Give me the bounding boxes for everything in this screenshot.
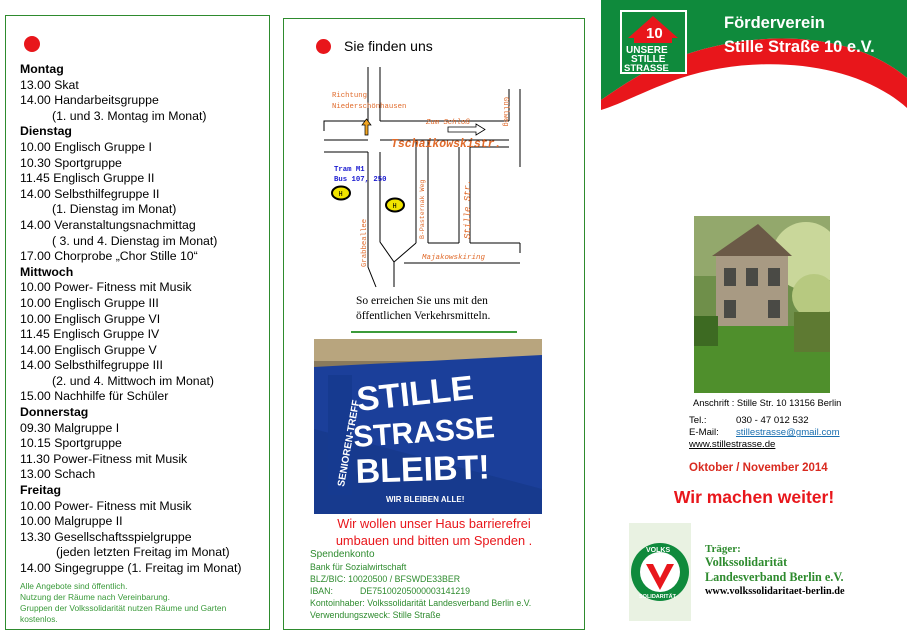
vs-logo-bottom: SOLIDARITÄT: [639, 594, 676, 600]
banner-line-1: STILLE: [354, 368, 476, 419]
day-heading: Montag: [20, 62, 64, 76]
donation-purpose: Verwendungszweck: Stille Straße: [310, 610, 441, 621]
schedule-item: 11.45 Englisch Gruppe IV: [20, 327, 160, 342]
divider: [351, 331, 517, 333]
schedule-note: (1. Dienstag im Monat): [52, 202, 177, 217]
footnote-line: Alle Angebote sind öffentlich.: [20, 580, 128, 591]
donation-appeal: [284, 515, 584, 549]
schedule-item: 10.00 Englisch Gruppe I: [20, 139, 152, 154]
iban-label: IBAN:: [310, 586, 333, 597]
sponsor-url[interactable]: www.volkssolidaritaet-berlin.de: [705, 586, 845, 597]
footnote-line: kostenlos.: [20, 613, 58, 624]
contact-info: [689, 415, 840, 452]
day-heading: Donnerstag: [20, 405, 89, 420]
schedule-item: 10.00 Englisch Gruppe III: [20, 295, 159, 310]
schedule-item: 13.00 Skat: [20, 77, 79, 92]
sponsor-branch: Landesverband Berlin e.V.: [705, 569, 844, 584]
website-link[interactable]: www.stillestrasse.de: [689, 439, 776, 451]
phone-row: [689, 415, 840, 427]
footnote-line: Gruppen der Volkssolidarität nutzen Räume und Garten: [20, 602, 227, 613]
map-label-guellweg: Güllweg: [501, 97, 509, 127]
donation-holder: Kontoinhaber: Volkssolidarität Landesverband Berlin e.V.: [310, 598, 532, 609]
schedule-item: 10.00 Malgruppe II: [20, 514, 123, 529]
directions-heading: [316, 38, 433, 54]
vs-logo-top: VOLKS: [646, 547, 671, 554]
appeal-line: Wir wollen unser Haus barrierefrei: [337, 516, 531, 531]
map-note-line: öffentlichen Verkehrsmitteln.: [356, 310, 491, 322]
map-label-pasternak: B-Pasternak Weg: [419, 179, 426, 239]
appeal-line: umbauen und bitten um Spenden .: [335, 533, 533, 548]
directions-panel: [283, 18, 585, 630]
bus-stop-icon: [332, 187, 350, 200]
schedule-item: 15.00 Nachhilfe für Schüler: [20, 389, 169, 404]
day-heading: Mittwoch: [20, 264, 74, 279]
schedule-item: 14.00 Selbsthilfegruppe III: [20, 358, 163, 373]
schedule-item: 10.00 Englisch Gruppe VI: [20, 311, 161, 326]
email-link[interactable]: stillestrasse@gmail.com: [736, 427, 840, 439]
banner-bottom-text: WIR BLEIBEN ALLE!: [386, 495, 465, 504]
donation-bank: Bank für Sozialwirtschaft: [310, 562, 407, 573]
address: Anschrift : Stille Str. 10 13156 Berlin: [693, 398, 842, 408]
schedule-item: 09.30 Malgruppe I: [20, 420, 120, 435]
day-heading: Dienstag: [20, 124, 72, 139]
banner-photo: [314, 339, 542, 514]
volkssolidaritaet-logo: [628, 522, 692, 622]
logo-line-3: STRASSE: [624, 63, 669, 74]
issue-period: Oktober / November 2014: [689, 462, 828, 474]
sponsor-name: Volkssolidarität: [705, 555, 788, 569]
map-label-bus: Bus 107, 250: [334, 176, 387, 184]
schedule-item: 10.00 Power- Fitness mit Musik: [20, 280, 192, 295]
schedule-item: 10.00 Power- Fitness mit Musik: [20, 498, 192, 513]
directions-title: Sie finden uns: [344, 38, 433, 54]
banner-line-3: BLEIBT!: [354, 448, 491, 491]
map-note: [356, 294, 490, 324]
map-label-tschaikowski: Tschaikowskistr.: [391, 138, 502, 151]
schedule-item: 14.00 Singegruppe (1. Freitag im Monat): [20, 561, 242, 575]
schedule-note: ( 3. und 4. Dienstag im Monat): [52, 233, 218, 248]
schedule-item: 14.00 Selbsthilfegruppe II: [20, 186, 160, 201]
house-photo: [694, 216, 830, 393]
schedule-item: 17.00 Chorprobe „Chor Stille 10“: [20, 249, 198, 264]
footnote-line: Nutzung der Räume nach Vereinbarung.: [20, 591, 170, 602]
schedule-item: 14.00 Handarbeitsgruppe: [20, 93, 159, 108]
stop-symbol: H: [338, 191, 343, 199]
stop-symbol-2: H: [392, 203, 397, 211]
logo-line-2: STILLE: [631, 54, 666, 65]
slogan: Wir machen weiter!: [673, 487, 835, 507]
map-label-grabbeallee: Grabbeallee: [361, 218, 369, 267]
cover-panel: [601, 0, 907, 638]
donation-title: Spendenkonto: [310, 549, 375, 560]
logo-line-1: UNSERE: [626, 45, 668, 56]
map-label-majakowski: Majakowskiring: [422, 254, 486, 262]
schedule-item: 13.00 Schach: [20, 467, 96, 482]
map-label-stille: Stille Str.: [463, 179, 473, 239]
sponsor-info: [705, 543, 845, 597]
logo-number: 10: [646, 25, 663, 42]
phone-number: 030 - 47 012 532: [736, 415, 809, 426]
schedule-item: 14.00 Englisch Gruppe V: [20, 342, 157, 357]
red-bullet-icon: [316, 39, 331, 54]
iban-value: DE75100205000003141219: [360, 586, 471, 597]
day-heading: Freitag: [20, 483, 61, 498]
organization-name: [724, 11, 875, 59]
map-label-direction-place: Niederschönhausen: [332, 103, 407, 111]
schedule-item: 10.15 Sportgruppe: [20, 436, 122, 451]
weekly-schedule: [20, 62, 269, 577]
schedule-note: (1. und 3. Montag im Monat): [52, 108, 207, 123]
map-label-direction: Richtung: [332, 92, 368, 100]
donation-blz: BLZ/BIC: 10020500 / BFSWDE33BER: [310, 574, 461, 585]
stille-strasse-logo: [620, 10, 687, 74]
schedule-item: 10.30 Sportgruppe: [20, 155, 122, 170]
banner-side-text: SENIOREN-TREFF: [336, 399, 363, 488]
map-label-tram: Tram M1: [334, 166, 365, 174]
phone-label: Tel.:: [689, 415, 707, 426]
schedule-panel: [5, 15, 270, 630]
tram-stop-icon: [386, 199, 404, 212]
email-label: E-Mail:: [689, 427, 719, 439]
schedule-footnote: [20, 581, 269, 625]
banner-line-2: STRASSE: [352, 411, 496, 454]
red-bullet-icon: [24, 36, 40, 52]
org-line-1: Förderverein: [724, 14, 825, 32]
email-row: [689, 427, 840, 439]
schedule-item: 14.00 Veranstaltungsnachmittag: [20, 217, 196, 232]
schedule-item: 13.30 Gesellschaftsspielgruppe: [20, 529, 192, 544]
schedule-note: (jeden letzten Freitag im Monat): [56, 545, 230, 560]
sponsor-label: Träger:: [705, 543, 741, 555]
map-note-line: So erreichen Sie uns mit den: [356, 295, 488, 307]
schedule-note: (2. und 4. Mittwoch im Monat): [52, 373, 214, 388]
donation-account: [310, 549, 531, 622]
org-line-2: Stille Straße 10 e.V.: [724, 38, 875, 56]
schedule-item: 11.45 Englisch Gruppe II: [20, 171, 155, 186]
street-map: [304, 67, 544, 292]
map-label-castle: Zum Schloß: [426, 119, 470, 127]
schedule-item: 11.30 Power-Fitness mit Musik: [20, 451, 188, 466]
donation-iban: [310, 585, 531, 597]
